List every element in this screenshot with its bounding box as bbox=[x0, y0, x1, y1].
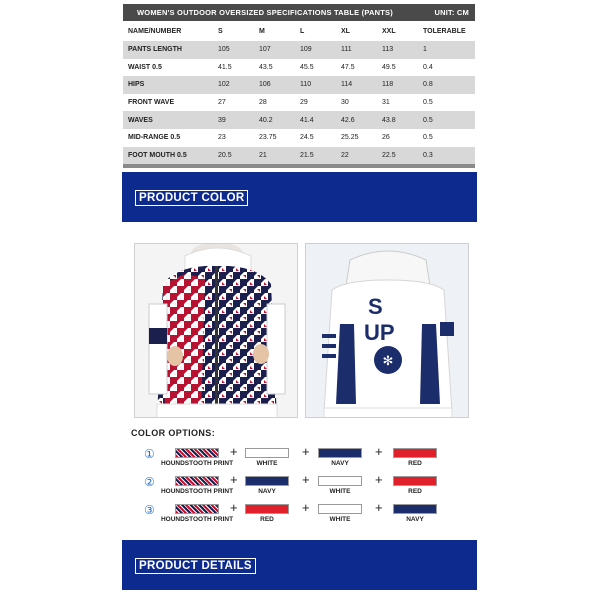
table-cell: 23.75 bbox=[254, 129, 295, 147]
swatch-label: NAVY bbox=[258, 488, 276, 495]
table-cell: 22.5 bbox=[377, 147, 418, 165]
houndstooth-swatch bbox=[175, 504, 219, 514]
table-cell: 118 bbox=[377, 76, 418, 94]
column-header: M bbox=[254, 21, 295, 41]
plus-icon: + bbox=[375, 500, 383, 515]
swatch-label: WHITE bbox=[329, 488, 351, 495]
table-cell: 41.5 bbox=[213, 59, 254, 77]
table-cell: 25.25 bbox=[336, 129, 377, 147]
plus-icon: + bbox=[302, 444, 310, 459]
table-cell: 107 bbox=[254, 41, 295, 59]
table-cell: 0.8 bbox=[418, 76, 475, 94]
swatch-label: RED bbox=[260, 516, 274, 523]
row-label: WAIST 0.5 bbox=[123, 59, 213, 77]
color-option-row bbox=[144, 472, 464, 500]
table-cell: 30 bbox=[336, 94, 377, 112]
column-header: XL bbox=[336, 21, 377, 41]
table-row bbox=[123, 147, 475, 165]
table-row bbox=[123, 41, 475, 59]
table-cell: 31 bbox=[377, 94, 418, 112]
table-cell: 102 bbox=[213, 76, 254, 94]
plus-icon: + bbox=[302, 500, 310, 515]
table-cell: 0.4 bbox=[418, 59, 475, 77]
color-option-row bbox=[144, 500, 464, 528]
spec-table bbox=[123, 21, 475, 164]
option-number: ② bbox=[144, 475, 155, 489]
table-cell: 106 bbox=[254, 76, 295, 94]
jacket-back-photo bbox=[305, 243, 469, 418]
table-cell: 0.5 bbox=[418, 129, 475, 147]
table-cell: 1 bbox=[418, 41, 475, 59]
column-header: XXL bbox=[377, 21, 418, 41]
table-cell: 110 bbox=[295, 76, 336, 94]
table-cell: 42.6 bbox=[336, 111, 377, 129]
table-cell: 40.2 bbox=[254, 111, 295, 129]
color-swatch bbox=[318, 448, 362, 458]
table-cell: 111 bbox=[336, 41, 377, 59]
table-cell: 43.8 bbox=[377, 111, 418, 129]
color-option-row bbox=[144, 444, 464, 472]
row-label: FRONT WAVE bbox=[123, 94, 213, 112]
color-options-title: COLOR OPTIONS: bbox=[131, 428, 216, 438]
table-cell: 43.5 bbox=[254, 59, 295, 77]
table-cell: 41.4 bbox=[295, 111, 336, 129]
table-cell: 26 bbox=[377, 129, 418, 147]
table-cell: 24.5 bbox=[295, 129, 336, 147]
swatch-label: NAVY bbox=[406, 516, 424, 523]
table-row bbox=[123, 59, 475, 77]
plus-icon: + bbox=[375, 472, 383, 487]
table-cell: 27 bbox=[213, 94, 254, 112]
table-cell: 0.5 bbox=[418, 94, 475, 112]
table-cell: 113 bbox=[377, 41, 418, 59]
table-cell: 29 bbox=[295, 94, 336, 112]
table-cell: 21.5 bbox=[295, 147, 336, 165]
column-header: TOLERABLE bbox=[418, 21, 475, 41]
product-color-banner bbox=[122, 172, 477, 222]
column-header: S bbox=[213, 21, 254, 41]
color-swatch bbox=[393, 504, 437, 514]
table-cell: 20.5 bbox=[213, 147, 254, 165]
table-cell: 28 bbox=[254, 94, 295, 112]
product-color-heading: PRODUCT COLOR bbox=[135, 190, 248, 206]
table-cell: 45.5 bbox=[295, 59, 336, 77]
spec-table-title-bar bbox=[123, 4, 475, 21]
table-cell: 0.5 bbox=[418, 111, 475, 129]
table-row bbox=[123, 76, 475, 94]
color-swatch bbox=[245, 504, 289, 514]
spec-table-section bbox=[123, 4, 475, 168]
table-cell: 49.5 bbox=[377, 59, 418, 77]
swatch-label: HOUNDSTOOTH PRINT bbox=[160, 516, 234, 523]
plus-icon: + bbox=[302, 472, 310, 487]
table-row bbox=[123, 111, 475, 129]
back-logo-up: UP bbox=[364, 320, 395, 345]
swatch-label: NAVY bbox=[331, 460, 349, 467]
swatch-label: WHITE bbox=[256, 460, 278, 467]
table-cell: 47.5 bbox=[336, 59, 377, 77]
color-swatch bbox=[245, 476, 289, 486]
color-swatch bbox=[245, 448, 289, 458]
table-cell: 114 bbox=[336, 76, 377, 94]
option-number: ③ bbox=[144, 503, 155, 517]
plus-icon: + bbox=[230, 472, 238, 487]
swatch-label: HOUNDSTOOTH PRINT bbox=[160, 488, 234, 495]
plus-icon: + bbox=[230, 444, 238, 459]
product-details-banner bbox=[122, 540, 477, 590]
spec-table-unit: UNIT: CM bbox=[434, 8, 469, 17]
houndstooth-swatch bbox=[175, 476, 219, 486]
table-cell: 21 bbox=[254, 147, 295, 165]
table-row bbox=[123, 129, 475, 147]
color-swatch bbox=[393, 448, 437, 458]
table-cell: 105 bbox=[213, 41, 254, 59]
table-header-row bbox=[123, 21, 475, 41]
column-header: NAME/NUMBER bbox=[123, 21, 213, 41]
table-cell: 22 bbox=[336, 147, 377, 165]
spec-table-title: WOMEN'S OUTDOOR OVERSIZED SPECIFICATIONS TABLE (PANTS) bbox=[137, 8, 393, 17]
row-label: PANTS LENGTH bbox=[123, 41, 213, 59]
swatch-label: RED bbox=[408, 488, 422, 495]
table-cell: 23 bbox=[213, 129, 254, 147]
swatch-label: WHITE bbox=[329, 516, 351, 523]
table-cell: 39 bbox=[213, 111, 254, 129]
product-details-heading: PRODUCT DETAILS bbox=[135, 558, 256, 574]
plus-icon: + bbox=[375, 444, 383, 459]
table-cell: 0.3 bbox=[418, 147, 475, 165]
houndstooth-swatch bbox=[175, 448, 219, 458]
row-label: MID-RANGE 0.5 bbox=[123, 129, 213, 147]
option-number: ① bbox=[144, 447, 155, 461]
svg-text:✻: ✻ bbox=[382, 354, 394, 369]
row-label: FOOT MOUTH 0.5 bbox=[123, 147, 213, 165]
table-row bbox=[123, 94, 475, 112]
plus-icon: + bbox=[230, 500, 238, 515]
color-swatch bbox=[318, 476, 362, 486]
color-swatch bbox=[393, 476, 437, 486]
jacket-front-photo bbox=[134, 243, 298, 418]
row-label: WAVES bbox=[123, 111, 213, 129]
swatch-label: HOUNDSTOOTH PRINT bbox=[160, 460, 234, 467]
row-label: HIPS bbox=[123, 76, 213, 94]
column-header: L bbox=[295, 21, 336, 41]
table-cell: 109 bbox=[295, 41, 336, 59]
swatch-label: RED bbox=[408, 460, 422, 467]
color-swatch bbox=[318, 504, 362, 514]
table-bottom-border bbox=[123, 164, 475, 168]
back-logo-s: S bbox=[368, 294, 383, 319]
